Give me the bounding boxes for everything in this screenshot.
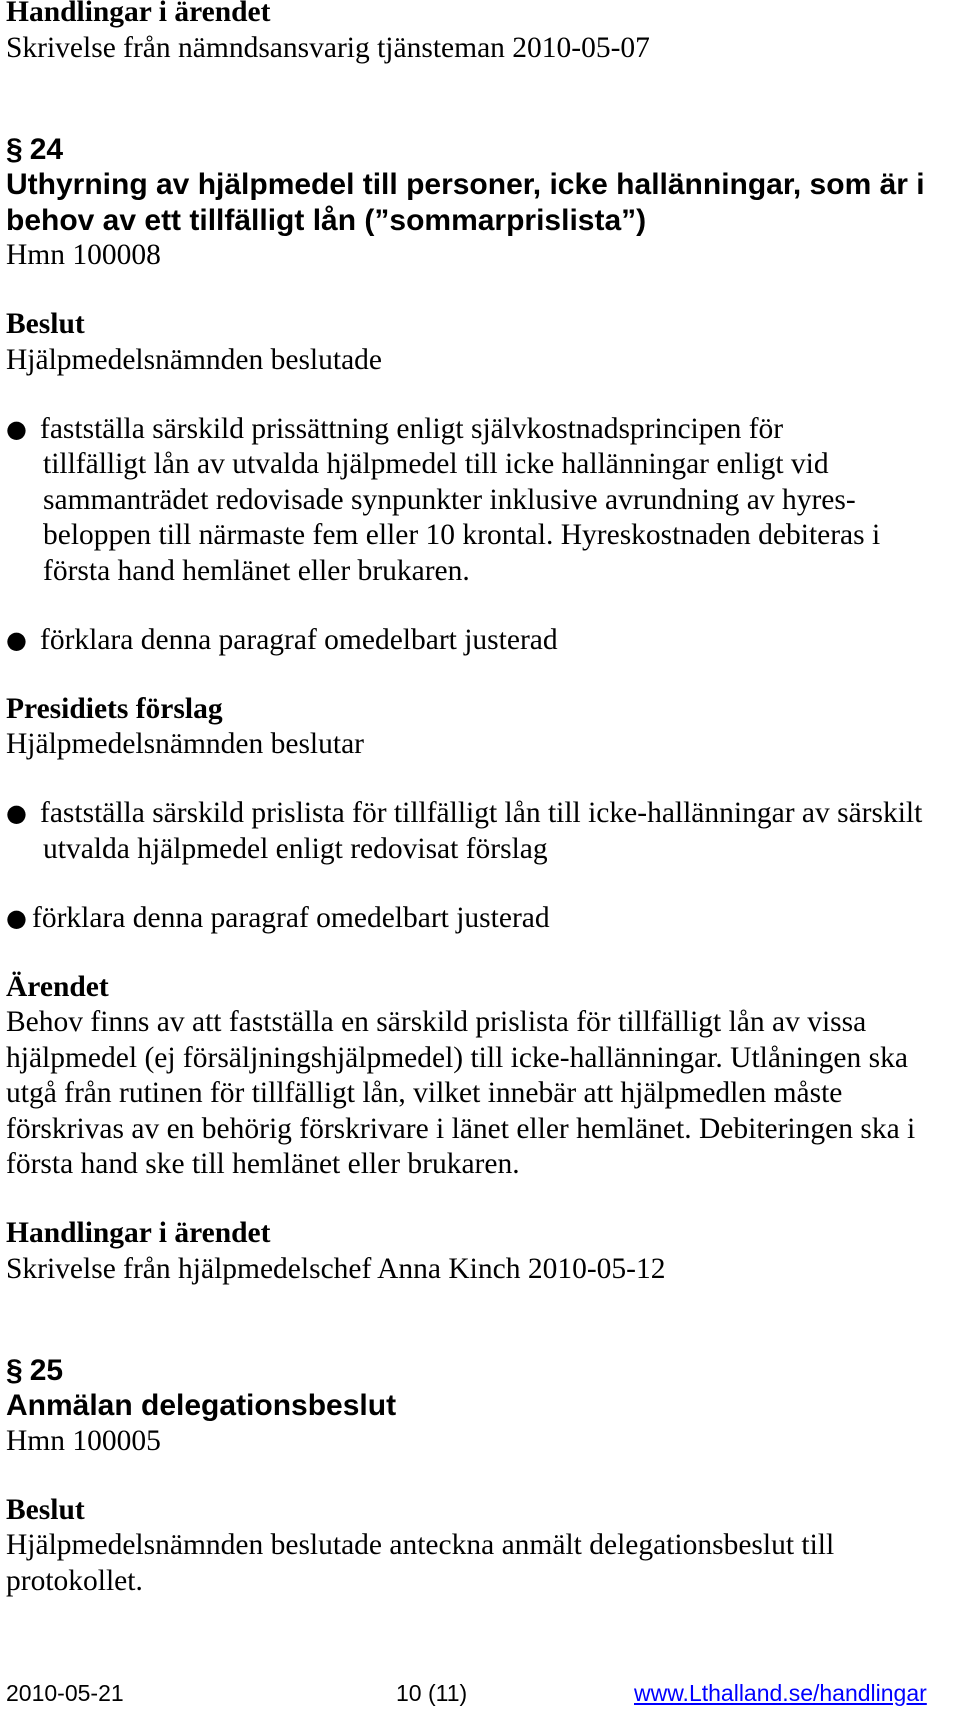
paragraph-24 (6, 132, 954, 1288)
decision-heading: Beslut (6, 1493, 85, 1526)
bullet-text: fastställa särskild prislista för tillfälligt lån till icke-hallänningar av särskilt (40, 797, 923, 829)
header-documents (6, 0, 954, 66)
paragraph-number-value: 25 (29, 1353, 64, 1387)
paragraph-line: förskrivas av en behörig förskrivare i länet eller hemlänet. Debiteringen ska i (6, 1112, 916, 1145)
decision-heading-group (6, 307, 954, 378)
footer-link[interactable]: www.Lthalland.se/handlingar (634, 1680, 927, 1706)
decision-section (6, 307, 954, 658)
decision-heading: Beslut (6, 308, 85, 340)
page-footer (0, 1680, 960, 1706)
paragraph-number-value: 24 (29, 132, 64, 166)
decision-intro: Hjälpmedelsnämnden beslutade (6, 343, 383, 376)
paragraph-25-heading (6, 1353, 954, 1460)
section-sign: § (6, 1353, 23, 1387)
bullet-item (6, 623, 954, 659)
bullet-line: sammanträdet redovisade synpunkter inklusive avrundning av hyres- (43, 483, 856, 516)
documents-text: Skrivelse från nämndsansvarig tjänsteman 2010-05-07 (6, 31, 650, 64)
bullet-line: första hand hemlänet eller brukaren. (43, 554, 470, 587)
documents-section (6, 1216, 954, 1287)
paragraph-line: protokollet. (6, 1564, 143, 1597)
paragraph-title-line: behov av ett tillfälligt lån (”sommarprislista”) (6, 203, 647, 237)
paragraph-line: första hand ske till hemlänet eller brukaren. (6, 1148, 520, 1180)
bullet-line: utvalda hjälpmedel enligt redovisat förslag (43, 832, 548, 865)
footer-date: 2010-05-21 (6, 1680, 124, 1706)
bullet-item (6, 901, 954, 937)
paragraph-number (6, 132, 954, 168)
bullet-marker: ● (6, 625, 27, 654)
proposal-section (6, 692, 954, 937)
paragraph-title-line: Uthyrning av hjälpmedel till personer, icke hallänningar, som är i (6, 168, 925, 201)
proposal-heading: Presidiets förslag (6, 692, 223, 725)
documents-heading: Handlingar i ärendet (6, 1217, 271, 1249)
paragraph-line: hjälpmedel (ej försäljningshjälpmedel) till icke-hallänningar. Utlåningen ska (6, 1041, 908, 1074)
documents-heading: Handlingar i ärendet (6, 0, 271, 28)
bullet-text: förklara denna paragraf omedelbart justerad (32, 901, 550, 934)
case-reference: Hmn 100005 (6, 1424, 161, 1457)
proposal-heading-group (6, 692, 954, 763)
paragraph-line: Hjälpmedelsnämnden beslutade anteckna anmält delegationsbeslut till (6, 1529, 835, 1561)
bullet-line: beloppen till närmaste fem eller 10 krontal. Hyreskostnaden debiteras i (43, 519, 881, 551)
paragraph-line: Behov finns av att fastställa en särskild prislista för tillfälligt lån av vissa (6, 1006, 867, 1038)
matter-section (6, 970, 954, 1183)
page-content (6, 0, 954, 1599)
bullet-line (6, 796, 954, 832)
bullet-line (6, 412, 954, 448)
proposal-intro: Hjälpmedelsnämnden beslutar (6, 728, 364, 760)
paragraph-24-heading (6, 132, 954, 274)
bullet-item (6, 412, 954, 590)
bullet-text: fastställa särskild prissättning enligt självkostnadsprincipen för (40, 412, 784, 445)
paragraph-number (6, 1353, 954, 1389)
case-reference: Hmn 100008 (6, 239, 161, 271)
section-sign: § (6, 132, 23, 166)
bullet-text: förklara denna paragraf omedelbart justerad (40, 623, 558, 656)
bullet-marker: ● (6, 414, 27, 443)
decision-section (6, 1493, 954, 1600)
bullet-line (6, 623, 954, 659)
paragraph-line: utgå från rutinen för tillfälligt lån, vilket innebär att hjälpmedlen måste (6, 1077, 843, 1109)
paragraph-25 (6, 1353, 954, 1600)
page-number: 10 (11) (396, 1680, 468, 1706)
paragraph-title-line: Anmälan delegationsbeslut (6, 1389, 397, 1422)
matter-heading: Ärendet (6, 970, 109, 1003)
bullet-item (6, 796, 954, 867)
bullet-line: tillfälligt lån av utvalda hjälpmedel till icke hallänningar enligt vid (43, 448, 829, 480)
documents-text: Skrivelse från hjälpmedelschef Anna Kinch 2010-05-12 (6, 1252, 666, 1285)
bullet-marker: ● (6, 903, 27, 932)
bullet-line (6, 901, 954, 937)
bullet-marker: ● (6, 799, 27, 827)
